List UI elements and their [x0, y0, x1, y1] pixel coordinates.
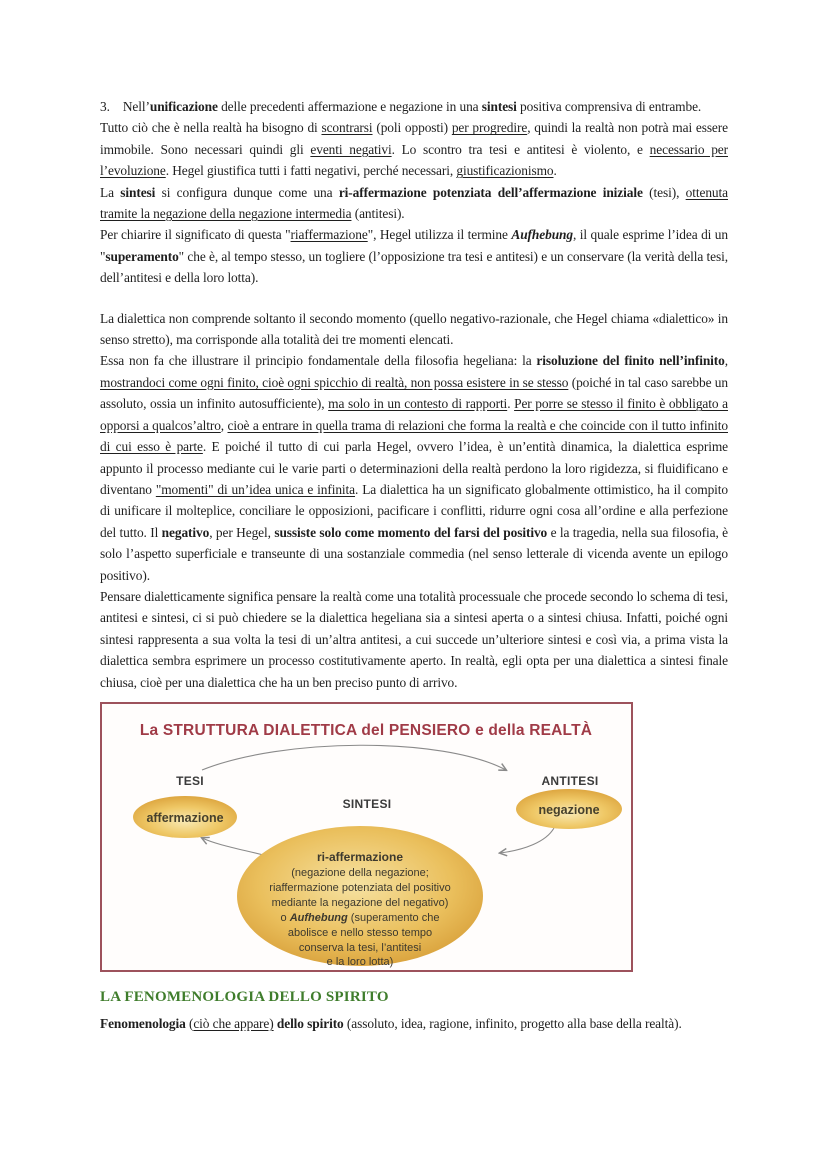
arrow-antitesi-to-sintesi — [500, 828, 554, 853]
sintesi-line-4-pre: o — [280, 911, 290, 924]
text-segment: . — [553, 163, 557, 179]
sintesi-line-4-post: (superamento che — [347, 911, 440, 924]
text-segment: (assoluto, idea, ragione, infinito, progetto alla base della realtà). — [343, 1015, 682, 1031]
tesi-ellipse-label: affermazione — [146, 810, 224, 825]
sintesi-line-7: e la loro lotta) — [326, 955, 394, 968]
text-segment: ( — [185, 1015, 194, 1031]
text-segment: per progredire — [451, 120, 528, 136]
text-segment: ma solo in un contesto di rapporti — [328, 396, 508, 412]
text-segment: necessario per l’evoluzione — [100, 141, 728, 179]
sintesi-line-6: conserva la tesi, l’antitesi — [298, 941, 422, 954]
text-segment: Pensare dialetticamente significa pensare la realtà come una totalità processuale che procede secondo lo schema di tesi, antitesi e sintesi, ci si può chiedere se la dialettica hegeliana sia a sintesi aperta o a sintesi chiusa. Infatti, poiché ogni sintesi rappresenta a sua volta la tesi di un’altra antitesi, a cui succede un’ulteriore sintesi e così via, a prima vista la dialettica sembra esprimere un processo costitutivamente aperto. In realtà, egli opta per una dialettica a sintesi finale chiusa, cioè per una dialettica che ha un ben preciso punto di arrivo. — [100, 588, 728, 690]
text-segment: eventi negativi — [310, 141, 392, 157]
text-segment: La — [100, 184, 121, 200]
fenomenologia-line — [100, 1013, 728, 1034]
paragraph-risoluzione-finito — [100, 350, 728, 585]
text-segment: , — [220, 417, 228, 433]
paragraph-aufhebung — [100, 224, 728, 288]
text-segment: La dialettica non comprende soltanto il secondo momento (quello negativo-razionale, che Hegel chiama «dialettico» in senso stretto), ma corrisponde alla totalità dei tre momenti elencati. — [100, 310, 728, 348]
text-segment: , — [724, 353, 728, 369]
text-segment: , quindi la realtà non potrà mai essere immobile. Sono necessari quindi gli — [100, 120, 728, 157]
text-segment: sintesi — [481, 99, 517, 114]
paragraph-fenomenologia — [100, 1013, 728, 1034]
text-segment: Per chiarire il significato di questa " — [100, 227, 291, 243]
text-segment: . Hegel giustifica tutti i fatti negativi, perché necessari, — [165, 163, 457, 179]
paragraph-sintesi — [100, 182, 728, 225]
text-segment: , il quale esprime l’idea di un " — [100, 227, 728, 264]
text-segment: Fenomenologia — [100, 1015, 186, 1031]
numbered-item-3 — [100, 96, 728, 117]
section-heading: LA FENOMENOLOGIA DELLO SPIRITO — [100, 988, 389, 1005]
dialectic-diagram — [100, 702, 633, 972]
text-segment: (antitesi). — [351, 206, 405, 222]
text-segment: ciò che appare) — [193, 1015, 274, 1031]
sintesi-line-5: abolisce e nello stesso tempo — [287, 926, 433, 939]
text-segment: Aufhebung — [511, 227, 573, 243]
text-segment: sussiste solo come momento del farsi del positivo — [274, 524, 548, 540]
text-segment: unificazione — [149, 99, 218, 114]
text-segment: 3. Nell’ — [100, 99, 150, 114]
dialectic-diagram-svg — [102, 704, 631, 970]
text-segment: Per porre se stesso il finito è obbligato a opporsi a qualcos’altro — [100, 396, 728, 433]
tesi-label: TESI — [176, 773, 204, 788]
paragraph-scontro — [100, 117, 728, 181]
text-segment: . La dialettica ha un significato globalmente ottimistico, ha il compito di unificare il molteplice, conciliare le opposizioni, pacificare i conflitti, ridurre ogni cosa all’ordine e alla perfezione del tutto. Il — [100, 481, 729, 540]
text-segment: mostrandoci come ogni finito, cioè ogni spicchio di realtà, non possa esistere in se stesso — [100, 374, 569, 390]
sintesi-heading: ri-affermazione — [316, 849, 404, 864]
diagram-title: La STRUTTURA DIALETTICA del PENSIERO e della REALTÀ — [139, 721, 593, 739]
sintesi-line-4 — [281, 912, 440, 924]
text-segment: (poiché in tal caso sarebbe un assoluto, ossia un infinito autosufficiente), — [100, 374, 728, 412]
text-segment: , per Hegel, — [209, 524, 275, 540]
text-segment: . Lo scontro tra tesi e antitesi è violento, e — [391, 141, 650, 157]
text-segment: Essa non fa che illustrare il principio fondamentale della filosofia hegeliana: la — [100, 353, 537, 369]
sintesi-line-2: riaffermazione potenziata del positivo — [269, 881, 451, 894]
text-segment: ottenuta tramite la negazione della negazione intermedia — [100, 184, 728, 222]
text-segment: cioè a entrare in quella trama di relazioni che forma la realtà e che coincide con il tutto infinito di cui esso è parte — [100, 417, 728, 455]
text-segment: risoluzione del finito nell’infinito — [536, 353, 725, 369]
sintesi-line-1: (negazione della negazione; — [291, 866, 429, 879]
text-segment: superamento — [105, 248, 179, 264]
sintesi-label: SINTESI — [342, 796, 392, 811]
paragraph-pensare-dialetticamente — [100, 586, 728, 693]
text-segment: positiva comprensiva di entrambe. — [516, 99, 702, 114]
sintesi-line-3: mediante la negazione del negativo) — [271, 896, 449, 909]
antitesi-ellipse-label: negazione — [538, 802, 600, 817]
text-segment: riaffermazione — [290, 227, 368, 243]
text-segment: si configura dunque come una — [155, 184, 339, 200]
text-segment: . — [507, 396, 515, 412]
text-segment: scontrarsi — [321, 120, 373, 136]
antitesi-label: ANTITESI — [541, 773, 599, 788]
text-segment: e la tragedia, nella sua filosofia, è solo l’aspetto superficiale e transeunte di una sostanziale commedia (nel senso letterale di vicenda avente un epilogo positivo). — [100, 524, 728, 583]
text-segment: . E poiché il tutto di cui parla Hegel, ovvero l’idea, è un’entità dinamica, la dialettica esprime appunto il processo mediante cui le varie parti o determinazioni della realtà perdono la loro rigidezza, si fluidificano e diventano — [100, 439, 728, 497]
text-segment: "momenti" di un’idea unica e infinita — [155, 481, 356, 497]
text-segment: (poli opposti) — [372, 120, 452, 136]
text-segment: ", Hegel utilizza il termine — [367, 227, 512, 243]
text-segment: delle precedenti affermazione e negazione in una — [217, 99, 482, 114]
text-segment: giustificazionismo — [456, 163, 554, 179]
text-segment: sintesi — [120, 184, 156, 200]
body-text — [100, 96, 728, 693]
aufhebung-term: Aufhebung — [289, 911, 348, 924]
paragraph-dialettica-momenti — [100, 308, 728, 351]
text-segment: Tutto ciò che è nella realtà ha bisogno di — [100, 120, 322, 136]
text-segment: " che è, al tempo stesso, un togliere (l’opposizione tra tesi e antitesi) e un conservare (la verità della tesi, dell’antitesi e della loro lotta). — [100, 248, 728, 286]
text-segment: negativo — [161, 524, 210, 540]
text-segment: dello spirito — [276, 1015, 344, 1031]
text-segment: ri-affermazione potenziata dell’affermazione iniziale — [338, 184, 643, 200]
arrow-tesi-to-antitesi — [202, 745, 506, 770]
text-segment: (tesi), — [642, 184, 686, 200]
